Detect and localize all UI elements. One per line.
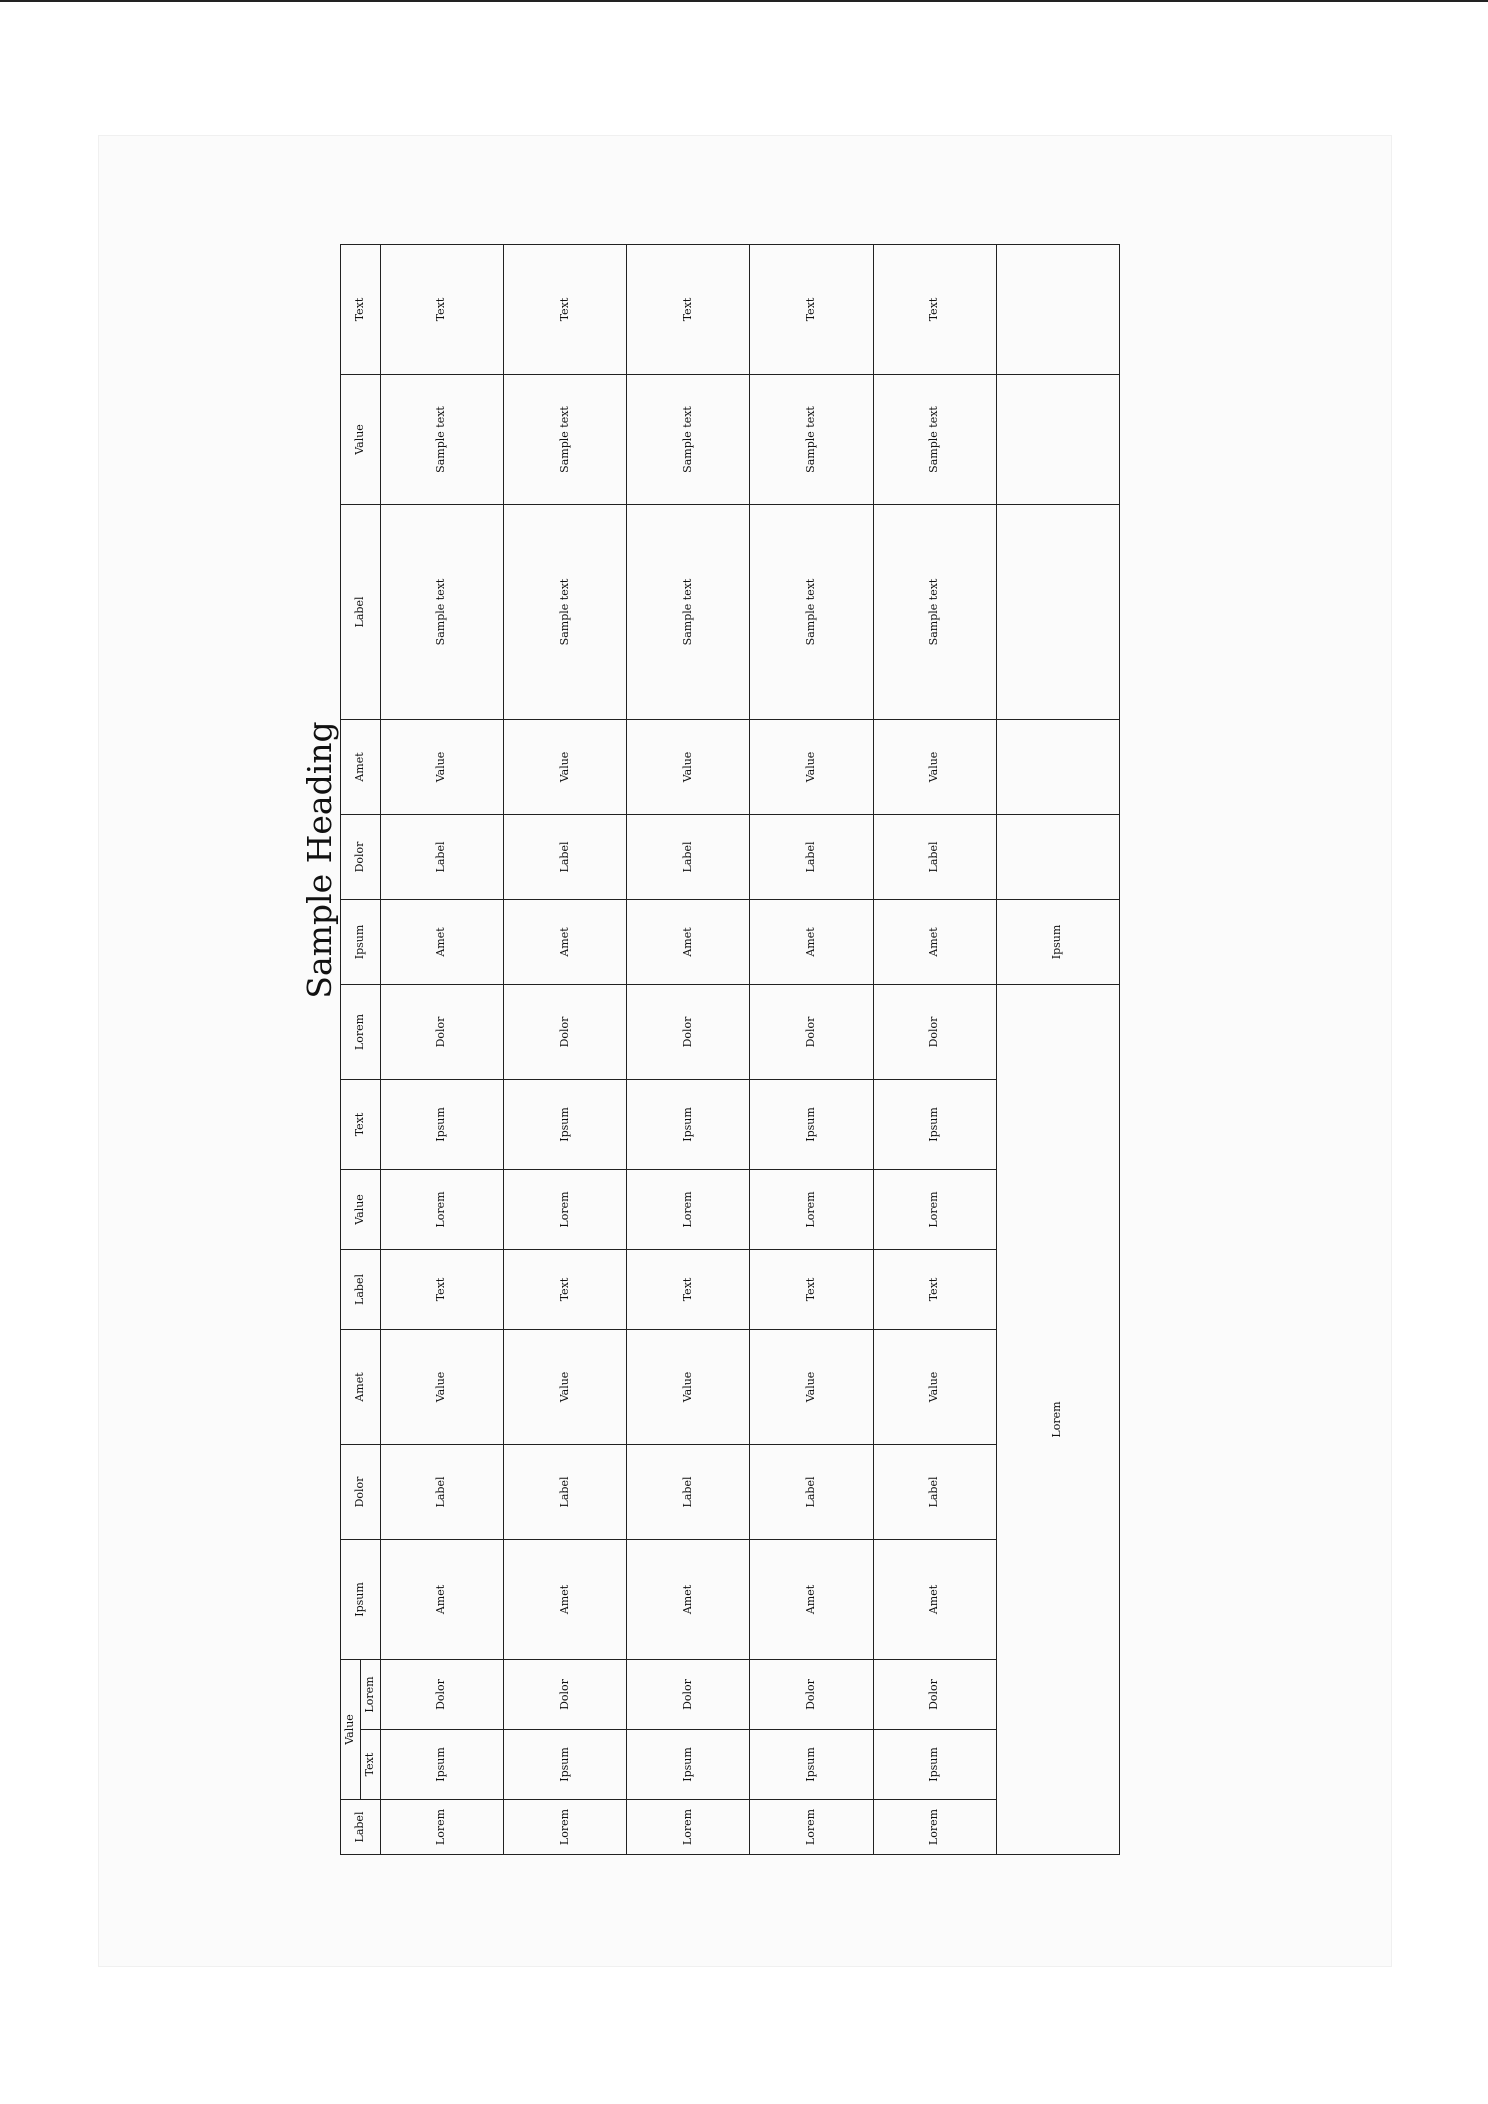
cell-funds: Amet <box>873 899 996 984</box>
cell-town: Ipsum <box>503 1730 626 1800</box>
header-category: Dolor <box>341 1444 381 1539</box>
header-participation: Value <box>341 374 381 504</box>
total-label: Lorem <box>996 984 1119 1854</box>
cell-seq: Lorem <box>750 1800 873 1855</box>
cell-schedule: Lorem <box>380 1169 503 1249</box>
scan-top-edge <box>0 0 1488 2</box>
cell-goal: Sample text <box>380 504 503 719</box>
cell-content: Value <box>380 1329 503 1444</box>
cell-schedule: Lorem <box>503 1169 626 1249</box>
cell-task: Dolor <box>750 984 873 1079</box>
header-goal: Label <box>341 504 381 719</box>
total-empty <box>996 244 1119 374</box>
cell-village: Dolor <box>503 1659 626 1729</box>
table-total-row <box>996 244 1119 1854</box>
total-empty <box>996 814 1119 899</box>
table-row <box>503 244 626 1854</box>
cell-schedule: Lorem <box>750 1169 873 1249</box>
cell-goal: Sample text <box>627 504 750 719</box>
cell-schedule: Lorem <box>873 1169 996 1249</box>
cell-town: Ipsum <box>750 1730 873 1800</box>
cell-funding: Label <box>627 814 750 899</box>
cell-location: Text <box>873 1249 996 1329</box>
table-row <box>750 244 873 1854</box>
header-schedule: Value <box>341 1169 381 1249</box>
cell-goal: Sample text <box>503 504 626 719</box>
cell-name: Amet <box>380 1539 503 1659</box>
cell-village: Dolor <box>750 1659 873 1729</box>
cell-participation: Sample text <box>750 374 873 504</box>
header-seq: Label <box>341 1800 381 1855</box>
cell-funds: Amet <box>750 899 873 984</box>
cell-participation: Sample text <box>627 374 750 504</box>
total-empty <box>996 719 1119 814</box>
total-funds: Ipsum <box>996 899 1119 984</box>
cell-funding: Label <box>750 814 873 899</box>
cell-category: Label <box>750 1444 873 1539</box>
cell-name: Amet <box>750 1539 873 1659</box>
cell-funds: Amet <box>627 899 750 984</box>
table-header-row <box>341 244 361 1854</box>
cell-beneficiary: Value <box>503 719 626 814</box>
cell-seq: Lorem <box>627 1800 750 1855</box>
cell-location: Text <box>627 1249 750 1329</box>
cell-schedule: Lorem <box>627 1169 750 1249</box>
table-row <box>873 244 996 1854</box>
cell-content: Value <box>503 1329 626 1444</box>
header-funds: Ipsum <box>341 899 381 984</box>
cell-town: Ipsum <box>380 1730 503 1800</box>
cell-mechanism: Text <box>503 244 626 374</box>
cell-participation: Sample text <box>873 374 996 504</box>
document-title: Sample Heading <box>300 721 339 999</box>
cell-funding: Label <box>380 814 503 899</box>
cell-town: Ipsum <box>627 1730 750 1800</box>
header-unit: Text <box>341 1079 381 1169</box>
cell-mechanism: Text <box>380 244 503 374</box>
table-row <box>627 244 750 1854</box>
project-table-container <box>340 245 1120 1855</box>
cell-beneficiary: Value <box>750 719 873 814</box>
cell-funding: Label <box>873 814 996 899</box>
project-table <box>340 244 1120 1855</box>
cell-town: Ipsum <box>873 1730 996 1800</box>
cell-funds: Amet <box>503 899 626 984</box>
cell-content: Value <box>873 1329 996 1444</box>
cell-category: Label <box>503 1444 626 1539</box>
cell-mechanism: Text <box>873 244 996 374</box>
cell-name: Amet <box>503 1539 626 1659</box>
total-empty <box>996 374 1119 504</box>
cell-name: Amet <box>627 1539 750 1659</box>
cell-unit: Ipsum <box>380 1079 503 1169</box>
cell-task: Dolor <box>627 984 750 1079</box>
cell-content: Value <box>750 1329 873 1444</box>
table-row <box>380 244 503 1854</box>
header-region: Value <box>341 1659 361 1799</box>
cell-seq: Lorem <box>503 1800 626 1855</box>
cell-category: Label <box>380 1444 503 1539</box>
cell-participation: Sample text <box>380 374 503 504</box>
cell-beneficiary: Value <box>380 719 503 814</box>
header-location: Label <box>341 1249 381 1329</box>
cell-mechanism: Text <box>627 244 750 374</box>
cell-beneficiary: Value <box>627 719 750 814</box>
cell-funds: Amet <box>380 899 503 984</box>
cell-seq: Lorem <box>380 1800 503 1855</box>
header-village: Lorem <box>360 1659 380 1729</box>
cell-content: Value <box>627 1329 750 1444</box>
cell-beneficiary: Value <box>873 719 996 814</box>
cell-category: Label <box>873 1444 996 1539</box>
header-funding: Dolor <box>341 814 381 899</box>
total-empty <box>996 504 1119 719</box>
header-name: Ipsum <box>341 1539 381 1659</box>
header-task: Lorem <box>341 984 381 1079</box>
cell-location: Text <box>750 1249 873 1329</box>
cell-name: Amet <box>873 1539 996 1659</box>
header-beneficiary: Amet <box>341 719 381 814</box>
cell-seq: Lorem <box>873 1800 996 1855</box>
cell-funding: Label <box>503 814 626 899</box>
cell-goal: Sample text <box>750 504 873 719</box>
cell-unit: Ipsum <box>750 1079 873 1169</box>
cell-unit: Ipsum <box>503 1079 626 1169</box>
cell-goal: Sample text <box>873 504 996 719</box>
cell-mechanism: Text <box>750 244 873 374</box>
cell-location: Text <box>503 1249 626 1329</box>
cell-task: Dolor <box>873 984 996 1079</box>
cell-unit: Ipsum <box>627 1079 750 1169</box>
header-content: Amet <box>341 1329 381 1444</box>
cell-unit: Ipsum <box>873 1079 996 1169</box>
cell-participation: Sample text <box>503 374 626 504</box>
header-town: Text <box>360 1730 380 1800</box>
cell-task: Dolor <box>503 984 626 1079</box>
cell-village: Dolor <box>627 1659 750 1729</box>
cell-category: Label <box>627 1444 750 1539</box>
cell-village: Dolor <box>873 1659 996 1729</box>
cell-village: Dolor <box>380 1659 503 1729</box>
cell-task: Dolor <box>380 984 503 1079</box>
header-mechanism: Text <box>341 244 381 374</box>
cell-location: Text <box>380 1249 503 1329</box>
